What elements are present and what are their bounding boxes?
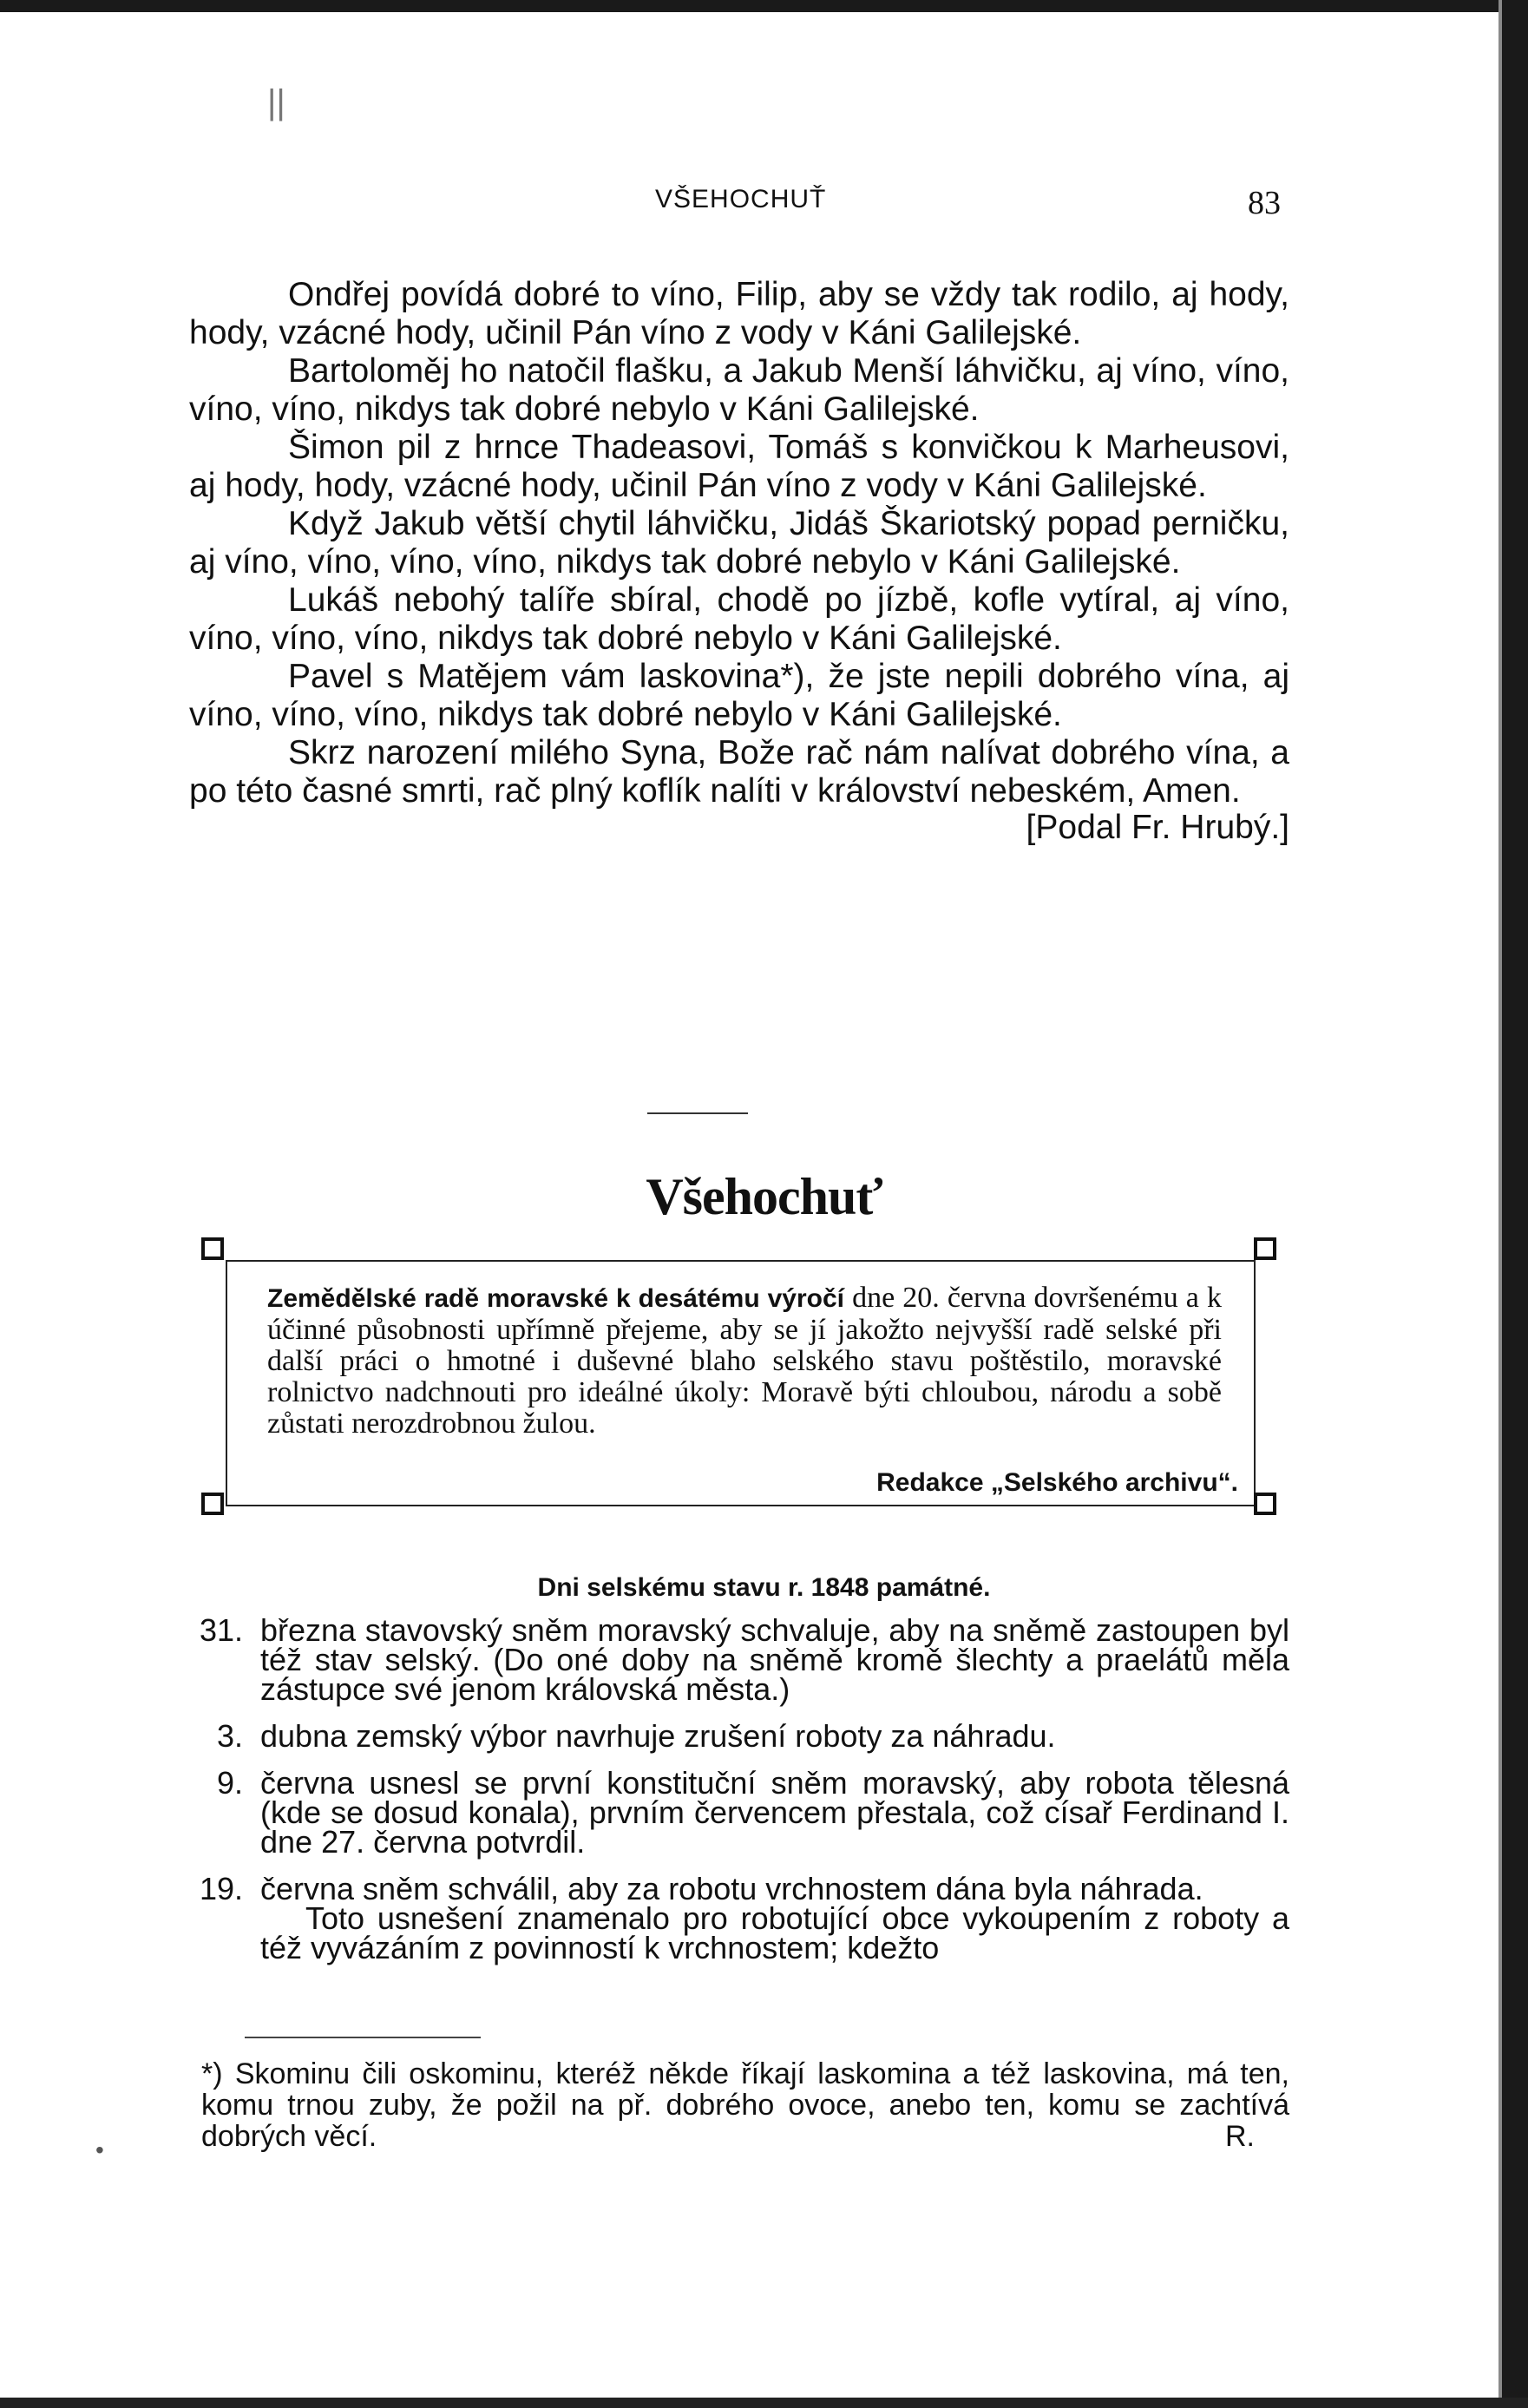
box-border [226, 1505, 1254, 1506]
announcement-body: dne 20. června dovršenému a k účinné působnosti upřímně přejeme, aby se jí jakožto nejvyšší radě selské při další práci o hmotné i duševné blaho selského stavu poštěstilo, moravské rolnictvo nadchnouti pro ideálné úkoly: Moravě býti chloubou, národu a sobě zůstati nerozdrobnou žulou. [267, 1282, 1222, 1440]
entry-day: 9. [216, 1765, 243, 1801]
poem-stanza: Pavel s Matějem vám laskovina*), že jste nepili dobrého vína, aj víno, víno, víno, nikdys tak dobré nebylo v Káni Galilejské. [189, 658, 1289, 733]
section-title: Všehochuť [646, 1168, 882, 1225]
announcement-box [201, 1225, 1282, 1541]
box-border [1254, 1260, 1256, 1505]
poem-stanza: Lukáš nebohý talíře sbíral, chodě po jízbě, kofle vytíral, aj víno, víno, víno, víno, nikdys tak dobré nebylo v Káni Galilejské. [189, 581, 1289, 657]
footnote [201, 2058, 1289, 2152]
days-heading: Dni selskému stavu r. 1848 památné. [537, 1573, 991, 1602]
poem-stanza: Ondřej povídá dobré to víno, Filip, aby se vždy tak rodilo, aj hody, hody, vzácné hody, učinil Pán víno z vody v Káni Galilejské. [189, 276, 1289, 351]
poem-stanza: Skrz narození milého Syna, Bože rač nám nalívat dobrého vína, a po této časné smrti, rač plný koflík nalíti v království nebeském, Amen. [189, 734, 1289, 810]
list-item [189, 1718, 1289, 1754]
entry-continuation: Toto usnešení znamenalo pro robotující obce vykoupením z roboty a též vyvázáním z povinností k vrchnostem; kdežto [260, 1900, 1289, 1965]
poem-signature: [Podal Fr. Hrubý.] [1026, 809, 1289, 846]
scan-speck: • [95, 2136, 104, 2163]
poem-stanza: Když Jakub větší chytil láhvičku, Jidáš Škariotský popad perničku, aj víno, víno, víno, víno, nikdys tak dobré nebylo v Káni Galilejské. [189, 505, 1289, 581]
poem [189, 276, 1289, 847]
entry-day: 3. [216, 1718, 243, 1754]
entry-text: června sněm schválil, aby za robotu vrchnostem dána byla náhrada. [260, 1871, 1203, 1906]
footnote-sign: R. [1225, 2120, 1255, 2153]
list-item [189, 1871, 1289, 1965]
footnote-text: *) Skominu čili oskominu, kteréž někde říkají laskomina a též laskovina, má ten, komu trnou zuby, že požil na př. dobrého ovoce, anebo ten, komu se zachtívá dobrých věcí. [201, 2057, 1289, 2153]
poem-stanza: Bartoloměj ho natočil flašku, a Jakub Menší láhvičku, aj víno, víno, víno, víno, nikdys tak dobré nebylo v Káni Galilejské. [189, 352, 1289, 428]
box-corner-ornament [1254, 1493, 1276, 1515]
box-border [226, 1260, 1254, 1262]
list-item [189, 1612, 1289, 1707]
box-border [226, 1260, 227, 1505]
announcement-lead: Zemědělské radě moravské k desátému výročí [267, 1284, 844, 1313]
running-head: VŠEHOCHUŤ [655, 185, 827, 213]
list-item [189, 1765, 1289, 1860]
footnote-rule [245, 2037, 481, 2038]
box-corner-ornament [201, 1493, 224, 1515]
page-number: 83 [1248, 185, 1281, 221]
entry-text: června usnesl se první konstituční sněm moravský, aby robota tělesná (kde se dosud konala), prvním červencem přestala, což císař Ferdinand I. dne 27. června potvrdil. [260, 1765, 1289, 1860]
days-list [189, 1612, 1289, 1980]
scan-border-bottom [0, 2398, 1528, 2408]
entry-day: 19. [199, 1871, 243, 1906]
entry-text: března stavovský sněm moravský schvaluje, aby na sněmě zastoupen byl též stav selský. (Do oné doby na sněmě kromě šlechty a praelátů měla zástupce své jenom královská města.) [260, 1612, 1289, 1707]
box-corner-ornament [1254, 1237, 1276, 1260]
poem-stanza: Šimon pil z hrnce Thadeasovi, Tomáš s konvičkou k Marheusovi, aj hody, hody, vzácné hody, učinil Pán víno z vody v Káni Galilejské. [189, 429, 1289, 504]
announcement-text [267, 1283, 1222, 1440]
box-corner-ornament [201, 1237, 224, 1260]
section-divider [647, 1112, 748, 1114]
scan-border-top [0, 0, 1528, 12]
announcement-signature: Redakce „Selského archivu“. [876, 1468, 1238, 1497]
margin-mark: || [267, 83, 285, 121]
entry-day: 31. [199, 1612, 243, 1648]
entry-text: dubna zemský výbor navrhuje zrušení roboty za náhradu. [260, 1718, 1056, 1754]
